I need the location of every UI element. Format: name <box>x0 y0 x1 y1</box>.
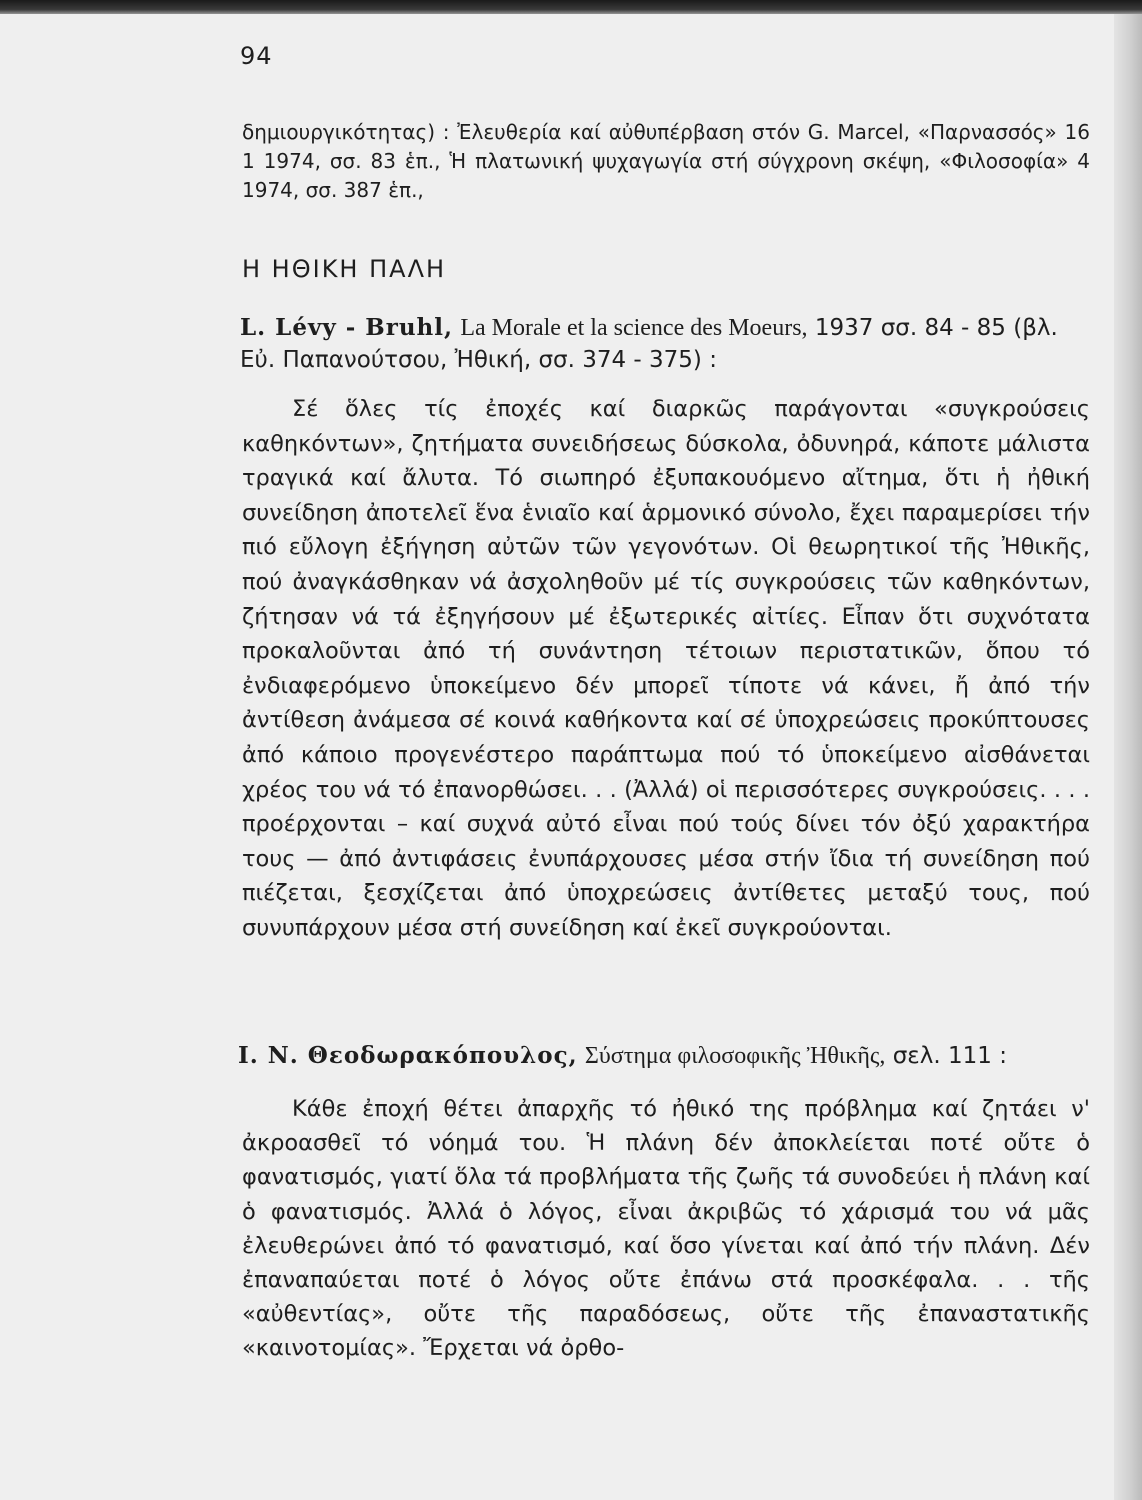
citation-work-title: Σύστημα φιλοσοφικῆς Ἠθικῆς, <box>584 1043 886 1069</box>
citation-pages: σελ. 111 : <box>892 1043 1007 1069</box>
citation-author: Ι. Ν. Θεοδωρακόπουλος, <box>238 1042 578 1069</box>
page-number: 94 <box>240 42 273 70</box>
continued-footnote: δημιουργικότητας) : Ἐλευθερία καί αὐθυπέρβαση στόν G. Marcel, «Παρνασσός» 16 1 1974, σσ. 83 ἑπ., Ἡ πλατωνική ψυχαγωγία στή σύγχρονη σκέψη, «Φιλοσοφία» 4 1974, σσ. 387 ἑπ., <box>242 120 1090 202</box>
quote-paragraph: Κάθε ἐποχή θέτει ἀπαρχῆς τό ἠθικό της πρόβλημα καί ζητάει ν' ἀκροασθεῖ τό νόημά του. Ἡ πλάνη δέν ἀποκλείεται ποτέ οὔτε ὁ φανατισμός, γιατί ὅλα τά προβλήματα τῆς ζωῆς τά συνοδεύει ἡ πλάνη καί ὁ φανατισμός. Ἀλλά ὁ λόγος, εἶναι ἀκριβῶς τό χάρισμά του νά μᾶς ἐλευθερώνει ἀπό τό φανατισμό, καί ὅσο γίνεται καί ἀπό τήν πλάνη. Δέν ἐπαναπαύεται ποτέ ὁ λόγος οὔτε ἐπάνω στά προσκέφαλα. . . τῆς «αὐθεντίας», οὔτε τῆς παραδόσεως, οὔτε τῆς ἐπαναστατικῆς «καινοτομίας». Ἔρχεται νά ὀρθο- <box>242 1096 1090 1362</box>
citation-work-title: La Morale et la science des Moeurs, <box>460 315 808 341</box>
citation-levy-bruhl <box>240 312 1088 376</box>
quote-paragraph: Σέ ὅλες τίς ἐποχές καί διαρκῶς παράγονται «συγκρούσεις καθηκόντων», ζητήματα συνειδήσεως δύσκολα, ὀδυνηρά, κάποτε μάλιστα τραγικά καί ἄλυτα. Τό σιωπηρό ἐξυπακουόμενο αἴτημα, ὅτι ἡ ἠθική συνείδηση ἀποτελεῖ ἕνα ἑνιαῖο καί ἁρμονικό σύνολο, ἔχει παραμερίσει τήν πιό εὔλογη ἐξήγηση αὐτῶν τῶν γεγονότων. Οἱ θεωρητικοί τῆς Ἠθικῆς, πού ἀναγκάσθηκαν νά ἀσχοληθοῦν μέ τίς συγκρούσεις τῶν καθηκόντων, ζήτησαν νά τά ἐξηγήσουν μέ ἐξωτερικές αἰτίες. Εἶπαν ὅτι συχνότατα προκαλοῦνται ἀπό τή συνάντηση τέτοιων περιστατικῶν, ὅπου τό ἐνδιαφερόμενο ὑποκείμενο δέν μπορεῖ τίποτε νά κάνει, ἤ ἀπό τήν ἀντίθεση ἀνάμεσα σέ κοινά καθήκοντα καί σέ ὑποχρεώσεις προκύπτουσες ἀπό κάποιο προγενέστερο παράπτωμα πού τό ὑποκείμενο αἰσθάνεται χρέος του νά τό ἐπανορθώσει. . . (Ἀλλά) οἱ περισσότερες συγκρούσεις. . . . προέρχονται – καί συχνά αὐτό εἶναι πού τούς δίνει τόν ὀξύ χαρακτήρα τους — ἀπό ἀντιφάσεις ἐνυπάρχουσες μέσα στήν ἴδια τή συνείδηση πού πιέζεται, ξεσχίζεται ἀπό ὑποχρεώσεις ἀντίθετες μεταξύ τους, πού συνυπάρχουν μέσα στή συνείδηση καί ἐκεῖ συγκρούονται. <box>242 396 1090 941</box>
citation-theodorakopoulos <box>238 1040 1098 1072</box>
section-heading: Η ΗΘΙΚΗ ΠΑΛΗ <box>242 255 447 283</box>
citation-author: L. Lévy - Bruhl, <box>240 314 454 341</box>
citation-pages: 1937 σσ. 84 - 85 (βλ. Εὐ. Παπανούτσου, Ἠθική, σσ. 374 - 375) : <box>240 315 1058 373</box>
scan-right-edge <box>1114 14 1142 1500</box>
